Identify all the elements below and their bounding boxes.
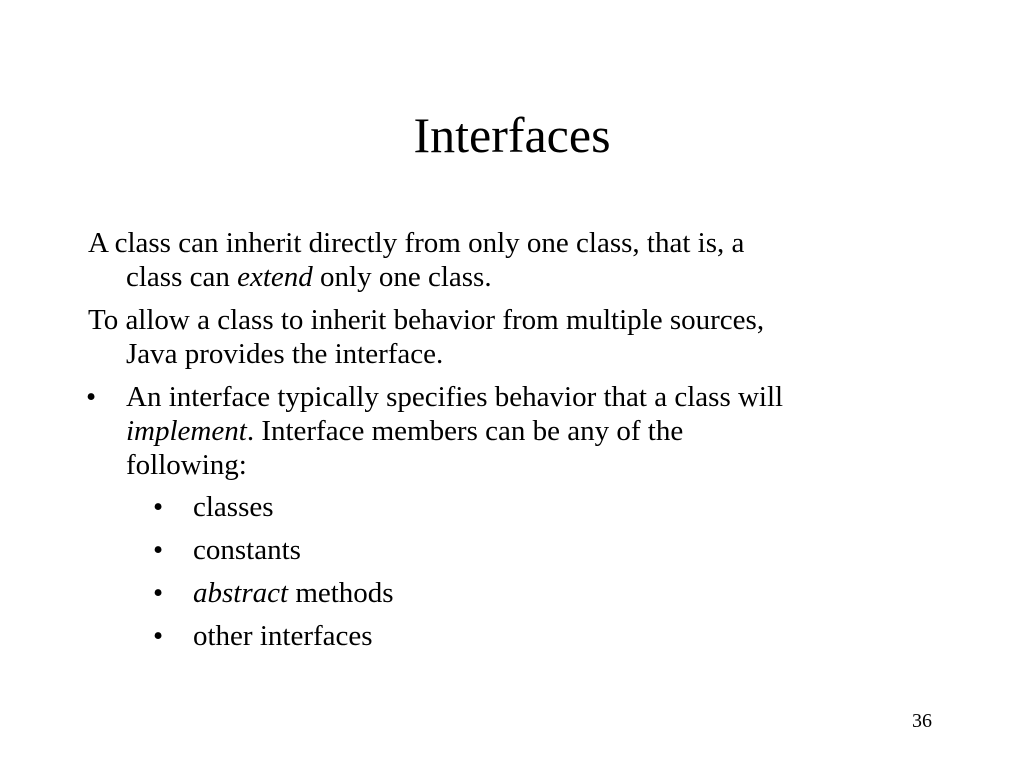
emphasis-extend: extend	[237, 261, 313, 293]
bullet-icon: •	[86, 381, 97, 413]
sub-item-emphasis: abstract	[193, 577, 289, 609]
sub-item-label: constants	[193, 534, 301, 566]
sub-item-other-interfaces	[153, 619, 373, 653]
paragraph-line: Java provides the interface.	[126, 338, 444, 370]
paragraph-line	[88, 260, 948, 294]
sub-item-constants	[153, 533, 301, 567]
bullet-icon: •	[153, 491, 164, 523]
text-run: only one class.	[312, 261, 492, 293]
sub-item-abstract-methods	[153, 576, 394, 610]
bullet-icon: •	[153, 620, 164, 652]
sub-item-label: other interfaces	[193, 620, 373, 652]
paragraph-line: following:	[126, 449, 247, 481]
bullet-interface-behavior	[88, 380, 948, 482]
sub-item-label: methods	[288, 577, 394, 609]
paragraph-line: An interface typically specifies behavior that a class will	[126, 381, 784, 413]
sub-item-label: classes	[193, 491, 274, 523]
bullet-icon: •	[153, 534, 164, 566]
bullet-icon: •	[153, 577, 164, 609]
paragraph-line: To allow a class to inherit behavior from multiple sources,	[88, 304, 765, 336]
paragraph-multiple-sources	[88, 303, 948, 371]
text-run: . Interface members can be any of the	[246, 415, 684, 447]
paragraph-single-inheritance	[88, 226, 948, 294]
paragraph-line: A class can inherit directly from only one class, that is, a	[88, 227, 745, 259]
paragraph-line	[88, 414, 948, 448]
emphasis-implement: implement	[126, 415, 247, 447]
slide-title: Interfaces	[413, 107, 611, 163]
sub-item-classes	[153, 490, 274, 524]
text-run: class can	[126, 261, 238, 293]
page-number: 36	[912, 710, 932, 732]
